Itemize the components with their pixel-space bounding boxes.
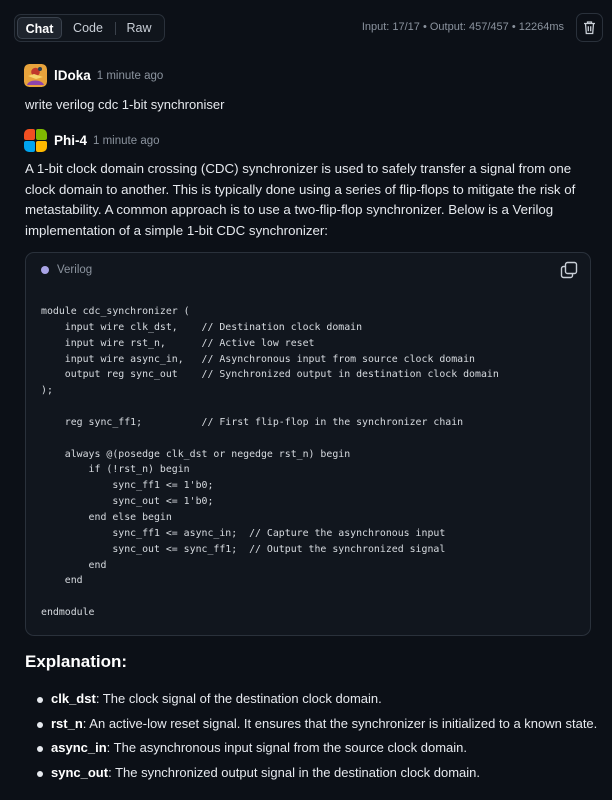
explanation-heading: Explanation: — [25, 652, 128, 671]
assistant-author: Phi-4 — [54, 133, 88, 148]
list-item-term: sync_out — [51, 765, 109, 781]
trash-icon — [583, 20, 596, 35]
tab-divider — [115, 22, 116, 35]
code-block — [25, 252, 591, 636]
list-item — [25, 716, 600, 741]
delete-button[interactable] — [576, 13, 603, 42]
tab-chat[interactable]: Chat — [17, 17, 62, 39]
code-language-label: Verilog — [57, 264, 93, 276]
bullet-icon — [37, 697, 43, 703]
view-mode-switch — [14, 14, 165, 42]
assistant-message-header — [24, 129, 160, 152]
copy-code-button[interactable] — [560, 261, 578, 279]
user-message-time: 1 minute ago — [96, 69, 164, 82]
verilog-code: module cdc_synchronizer ( input wire clk_dst, // Destination clock domain input wire rst_n, // Active low reset input wire async_in, // Asynchronous input from source clock domain output reg sync_out // Synchronized output in destination clock domain ); reg sync_ff1; // First flip-flop in the synchronizer chain always @(posedge clk_dst or negedge rst_n) begin if (!rst_n) begin sync_ff1 <= 1'b0; sync_out <= 1'b0; end else begin sync_ff1 <= async_in; // Capture the asynchronous input sync_out <= sync_ff1; // Output the synchronized signal end end endmodule — [41, 306, 499, 619]
list-item-desc: : The synchronized output signal in the destination clock domain. — [108, 765, 481, 781]
list-item — [25, 740, 600, 765]
explanation-list — [25, 691, 600, 790]
list-item-term: clk_dst — [51, 691, 96, 706]
user-avatar — [24, 64, 47, 87]
tab-raw[interactable]: Raw — [126, 21, 152, 35]
assistant-intro-paragraph: A 1-bit clock domain crossing (CDC) synchronizer is used to safely transfer a signal from one clock domain to another. This is typically done using a series of flip-flops to mitigate the risk of metastability. A common approach is to use a two-flip-flop synchronizer. Below is a Verilog implementation of a simple 1-bit CDC synchronizer: — [25, 161, 576, 239]
copy-icon — [560, 261, 578, 279]
user-message-header — [24, 64, 163, 87]
bullet-icon — [37, 746, 43, 752]
list-item-term: async_in — [51, 740, 107, 756]
assistant-message-time: 1 minute ago — [93, 134, 160, 147]
list-item-term: rst_n — [51, 715, 83, 731]
list-item — [25, 691, 600, 716]
generation-stats: Input: 17/17 • Output: 457/457 • 12264ms — [361, 21, 564, 33]
top-bar — [0, 0, 612, 56]
list-item-desc: : The clock signal of the destination clock domain. — [95, 691, 382, 706]
list-item-desc: : The asynchronous input signal from the source clock domain. — [106, 740, 467, 756]
list-item — [25, 765, 600, 790]
bullet-icon — [37, 722, 43, 728]
code-language — [41, 264, 92, 276]
language-dot-icon — [41, 266, 49, 274]
tab-code[interactable]: Code — [73, 21, 103, 35]
bullet-icon — [37, 771, 43, 777]
list-item-desc: : An active-low reset signal. It ensures that the synchronizer is initialized to a known state. — [82, 715, 598, 731]
user-author: lDoka — [54, 68, 91, 83]
user-message-text: write verilog cdc 1-bit synchroniser — [25, 97, 225, 112]
windows-logo-icon — [24, 129, 47, 152]
